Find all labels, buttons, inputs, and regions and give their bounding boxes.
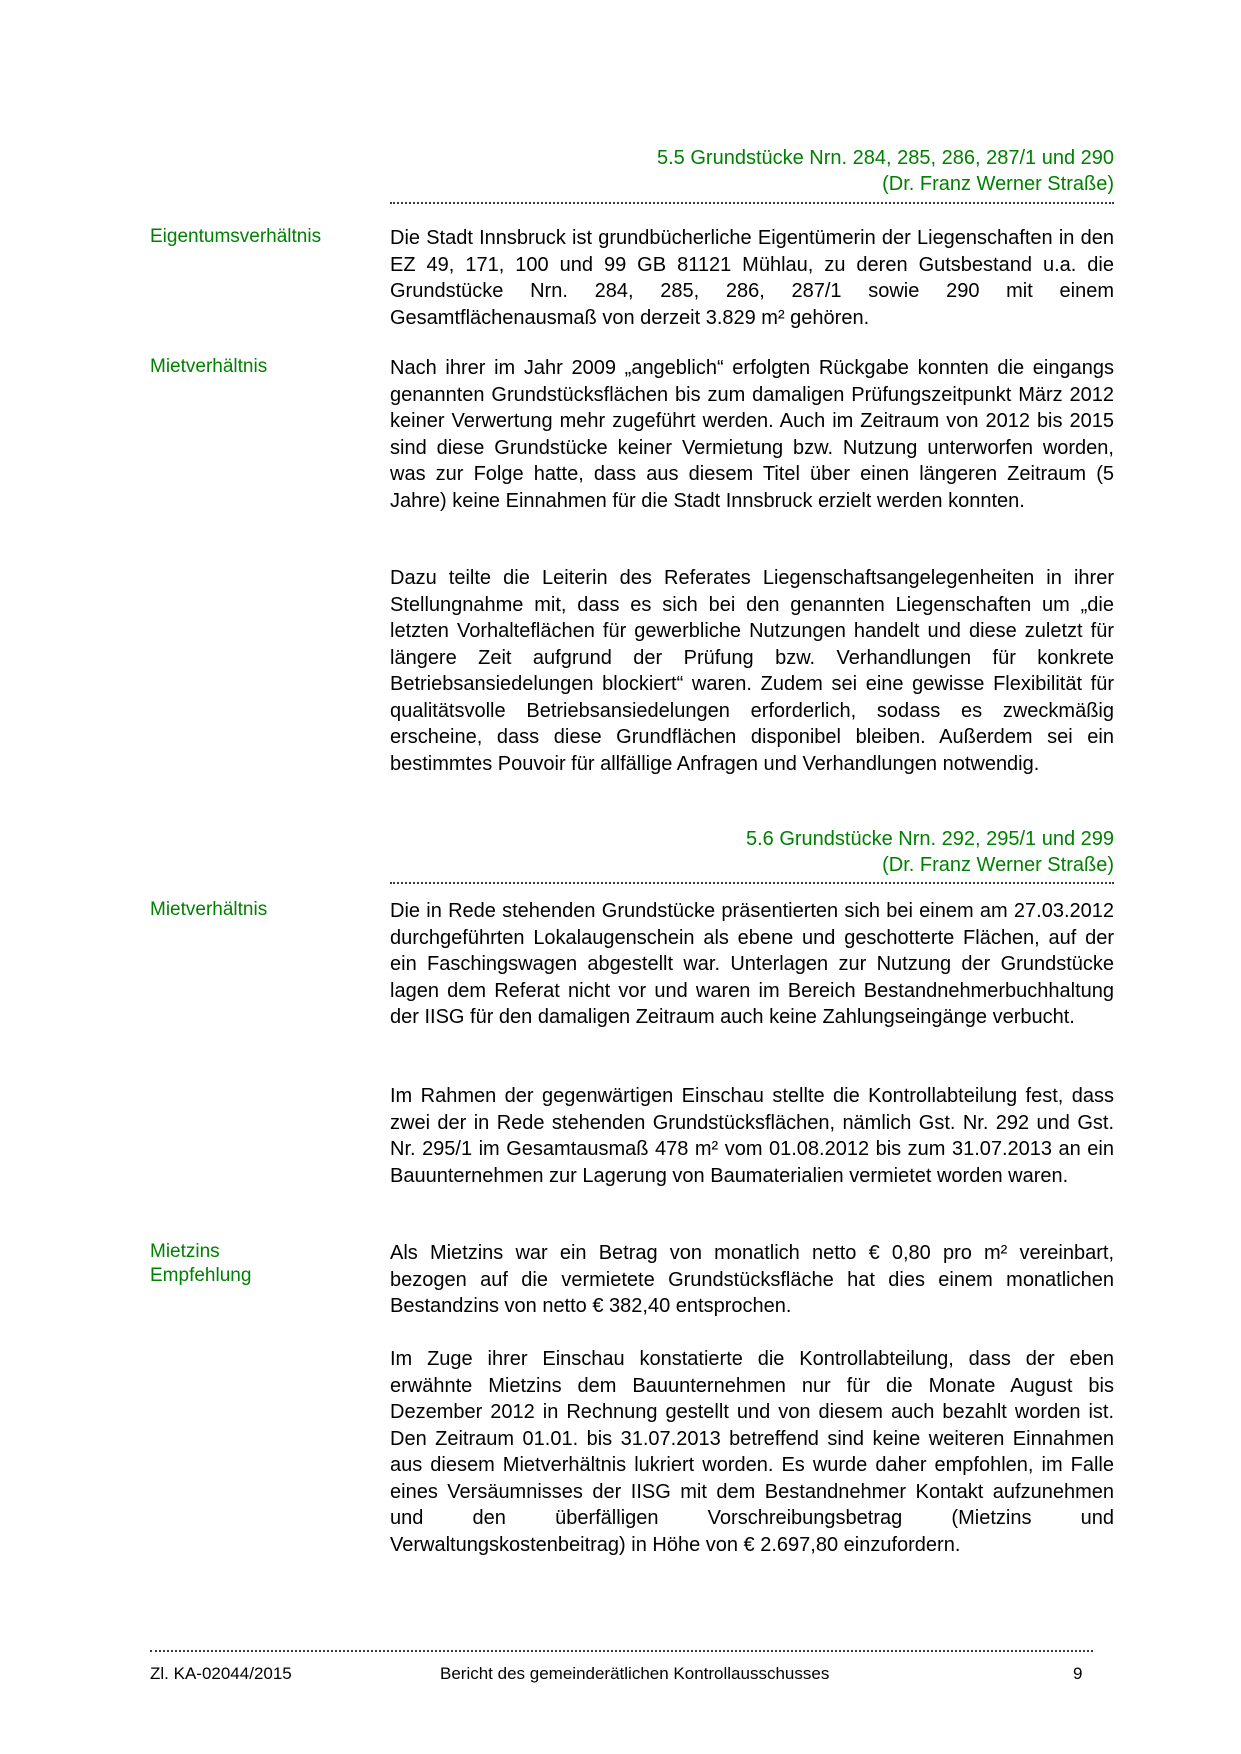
paragraph-stellungnahme: Dazu teilte die Leiterin des Referates Liegenschaftsangelegenheiten in ihrer Stellungnahme mit, dass es sich bei den genannten Liegenschaften um „die letzten Vorhalteflächen für gewerbliche Nutzungen handelt und diese zuletzt für längere Zeit aufgrund der Prüfung bzw. Verhandlungen für konkrete Betriebsansiedelungen blockiert“ waren. Zudem sei eine gewisse Flexibilität für qualitätsvolle Betriebsansiedelungen erforderlich, sodass es zweckmäßig erscheine, dass diese Grundflächen disponibel bleiben. Außerdem sei ein bestimmtes Pouvoir für allfällige Anfragen und Verhandlungen notwendig. (390, 567, 1114, 775)
margin-label-mietzins-empfehlung (150, 1240, 370, 1288)
margin-label-eigentumsverhaeltnis: Eigentumsverhältnis (150, 226, 322, 247)
section-5-5-rule (390, 202, 1114, 204)
section-5-6-subtitle: (Dr. Franz Werner Straße) (882, 854, 1114, 876)
margin-label-empfehlung: Empfehlung (150, 1265, 252, 1286)
paragraph-eigentumsverhaeltnis: Die Stadt Innsbruck ist grundbücherliche Eigentümerin der Liegenschaften in den EZ 49, 171, 100 und 99 GB 81121 Mühlau, zu deren Gutsbestand u.a. die Grundstücke Nrn. 284, 285, 286, 287/1 sowie 290 mit einem Gesamtflächenausmaß von derzeit 3.829 m² gehören. (390, 227, 1114, 329)
section-5-6-heading (390, 826, 1114, 878)
section-5-5-subtitle: (Dr. Franz Werner Straße) (882, 173, 1114, 195)
paragraph-mietzins: Als Mietzins war ein Betrag von monatlich netto € 0,80 pro m² vereinbart, bezogen auf die vermietete Grundstücksfläche hat dies einem monatlichen Bestandzins von netto € 382,40 entsprochen. (390, 1242, 1114, 1317)
margin-label-mietverhaeltnis: Mietverhältnis (150, 356, 268, 377)
paragraph-einschau: Im Rahmen der gegenwärtigen Einschau stellte die Kontrollabteilung fest, dass zwei der in Rede stehenden Grundstücksflächen, nämlich Gst. Nr. 292 und Gst. Nr. 295/1 im Gesamtausmaß 478 m² vom 01.08.2012 bis zum 31.07.2013 an ein Bauunternehmen zur Lagerung von Baumaterialien vermietet worden waren. (390, 1085, 1114, 1187)
margin-label-mietzins: Mietzins (150, 1241, 220, 1262)
section-5-5-title: 5.5 Grundstücke Nrn. 284, 285, 286, 287/1 und 290 (657, 147, 1114, 169)
footer-report-title: Bericht des gemeinderätlichen Kontrollausschusses (440, 1664, 830, 1683)
section-5-6-title: 5.6 Grundstücke Nrn. 292, 295/1 und 299 (745, 828, 1114, 850)
section-5-6-rule (390, 882, 1114, 884)
margin-label-mietverhaeltnis-5-6: Mietverhältnis (150, 899, 268, 920)
section-5-5-heading (390, 145, 1114, 197)
paragraph-mietverhaeltnis-5-5: Nach ihrer im Jahr 2009 „angeblich“ erfolgten Rückgabe konnten die eingangs genannten Grundstücksflächen bis zum damaligen Prüfungszeitpunkt März 2012 keiner Verwertung mehr zugeführt werden. Auch im Zeitraum von 2012 bis 2015 sind diese Grundstücke keiner Vermietung bzw. Nutzung unterworfen worden, was zur Folge hatte, dass aus diesem Titel über einen längeren Zeitraum (5 Jahre) keine Einnahmen für die Stadt Innsbruck erzielt werden konnten. (390, 357, 1114, 512)
footer-page-number: 9 (1073, 1664, 1083, 1683)
footer-rule (150, 1650, 1093, 1652)
paragraph-mietverhaeltnis-5-6: Die in Rede stehenden Grundstücke präsentierten sich bei einem am 27.03.2012 durchgeführten Lokalaugenschein als ebene und geschotterte Flächen, auf der ein Faschingswagen abgestellt war. Unterlagen zur Nutzung der Grundstücke lagen dem Referat nicht vor und waren im Bereich Bestandnehmerbuchhaltung der IISG für den damaligen Zeitraum auch keine Zahlungseingänge verbucht. (390, 900, 1114, 1028)
footer-doc-number: Zl. KA-02044/2015 (150, 1664, 292, 1683)
paragraph-empfehlung: Im Zuge ihrer Einschau konstatierte die Kontrollabteilung, dass der eben erwähnte Mietzins dem Bauunternehmen nur für die Monate August bis Dezember 2012 in Rechnung gestellt und von diesem auch bezahlt worden ist. Den Zeitraum 01.01. bis 31.07.2013 betreffend sind keine weiteren Einnahmen aus diesem Mietverhältnis lukriert worden. Es wurde daher empfohlen, im Falle eines Versäumnisses der IISG mit dem Bestandnehmer Kontakt aufzunehmen und den überfälligen Vorschreibungsbetrag (Mietzins und Verwaltungskostenbeitrag) in Höhe von € 2.697,80 einzufordern. (390, 1348, 1114, 1556)
